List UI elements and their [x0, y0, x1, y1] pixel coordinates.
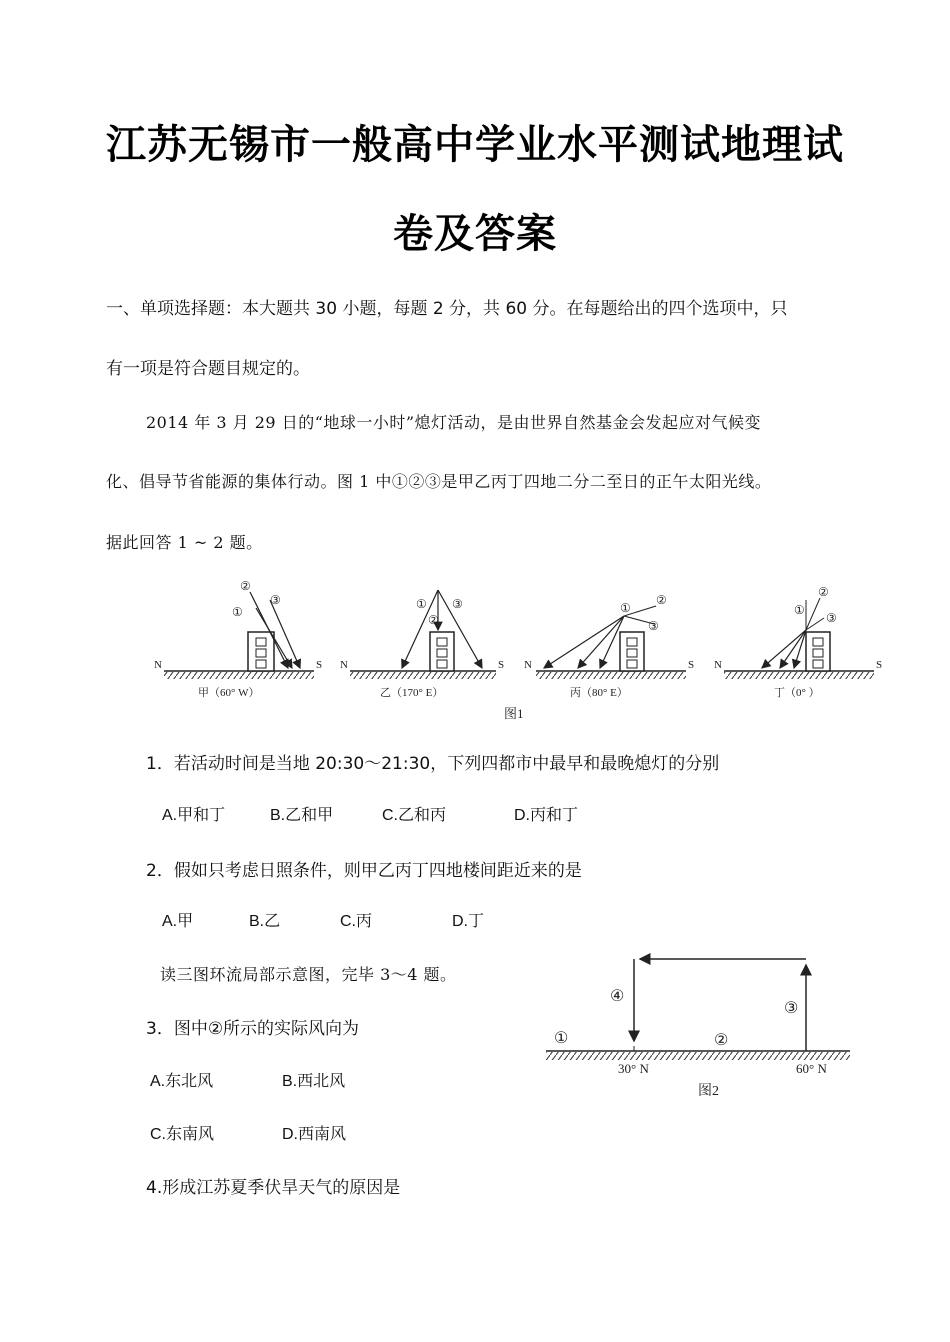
question-3-stem: 3．图中②所示的实际风向为 — [146, 1019, 360, 1039]
section-intro-line1: 一、单项选择题：本大题共 30 小题，每题 2 分，共 60 分。在每题给出的四个选项中，只 — [106, 299, 788, 319]
bing-ray-label-3: ③ — [648, 619, 659, 633]
question-1-stem: 1．若活动时间是当地 20:30～21:30，下列四都市中最早和最晚熄灯的分别 — [146, 754, 720, 774]
panel-bing-s: S — [688, 659, 695, 671]
section-intro-line2: 有一项是符合题目规定的。 — [106, 359, 310, 379]
panel-yi-s: S — [498, 659, 505, 671]
q2-option-a[interactable]: A.甲 — [162, 913, 194, 930]
q2-option-d[interactable]: D.丁 — [452, 913, 485, 930]
yi-ray-label-1: ① — [416, 597, 427, 611]
jia-ray-label-1: ② — [240, 579, 251, 593]
q3-option-d[interactable]: D.西南风 — [282, 1126, 347, 1143]
fig2-label-3: ③ — [784, 1000, 799, 1017]
passage-line1: 2014 年 3 月 29 日的“地球一小时”熄灯活动，是由世界自然基金会发起应对气候变 — [146, 413, 762, 432]
panel-yi-n: N — [340, 659, 348, 671]
passage-line3: 据此回答 1 ~ 2 题。 — [106, 533, 263, 552]
figure1-panel-ding — [714, 585, 882, 699]
figure-2 — [538, 935, 858, 1105]
panel-jia-s: S — [316, 659, 323, 671]
figure2-caption: 图2 — [698, 1084, 719, 1099]
figure1-panel-jia — [154, 579, 322, 699]
q3-option-c[interactable]: C.东南风 — [150, 1126, 215, 1143]
bing-ray-label-1: ① — [620, 601, 631, 615]
ding-ray-label-3: ③ — [826, 611, 837, 625]
panel-ding-s: S — [876, 659, 883, 671]
passage-line2: 化、倡导节省能源的集体行动。图 1 中①②③是甲乙丙丁四地二分二至日的正午太阳光线。 — [106, 472, 772, 491]
yi-ray-label-3: ③ — [452, 597, 463, 611]
yi-ray-label-2: ② — [428, 613, 439, 627]
ding-ray-label-2: ② — [818, 585, 829, 599]
figure1-panel-yi — [340, 590, 504, 699]
figure-1 — [140, 572, 900, 732]
q1-option-d[interactable]: D.丙和丁 — [514, 807, 579, 824]
jia-ray-label-2: ① — [232, 605, 243, 619]
fig2-label-2: ② — [714, 1032, 729, 1049]
q1-option-c[interactable]: C.乙和丙 — [382, 807, 447, 824]
document-title-line1: 江苏无锡市一般高中学业水平测试地理试 — [106, 122, 844, 168]
ding-ray-label-1: ① — [794, 603, 805, 617]
fig2-label-4: ④ — [610, 988, 625, 1005]
question-4-stem: 4.形成江苏夏季伏旱天气的原因是 — [146, 1178, 401, 1198]
fig2-label-1: ① — [554, 1030, 569, 1047]
fig2-lat-30: 30° N — [618, 1061, 649, 1076]
q2-option-c[interactable]: C.丙 — [340, 913, 373, 930]
panel-ding-n: N — [714, 659, 722, 671]
q3-option-b[interactable]: B.西北风 — [282, 1073, 346, 1090]
q1-option-a[interactable]: A.甲和丁 — [162, 807, 226, 824]
document-title-line2: 卷及答案 — [393, 211, 557, 257]
question-2-stem: 2．假如只考虑日照条件，则甲乙丙丁四地楼间距近来的是 — [146, 861, 582, 881]
panel-yi-label: 乙（170° E） — [380, 687, 444, 699]
panel-bing-n: N — [524, 659, 532, 671]
fig2-lat-60: 60° N — [796, 1061, 827, 1076]
q2-option-b[interactable]: B.乙 — [249, 913, 281, 930]
q1-option-b[interactable]: B.乙和甲 — [270, 807, 334, 824]
figure1-panel-bing — [524, 593, 694, 699]
panel-ding-label: 丁（0° ） — [774, 687, 820, 699]
panel-jia-label: 甲（60° W） — [198, 687, 260, 699]
q3-option-a[interactable]: A.东北风 — [150, 1073, 214, 1090]
question-3-intro: 读三图环流局部示意图，完毕 3～4 题。 — [160, 965, 457, 984]
panel-jia-n: N — [154, 659, 162, 671]
jia-ray-label-3: ③ — [270, 593, 281, 607]
panel-bing-label: 丙（80° E） — [570, 687, 628, 699]
figure1-caption: 图1 — [504, 706, 524, 721]
bing-ray-label-2: ② — [656, 593, 667, 607]
